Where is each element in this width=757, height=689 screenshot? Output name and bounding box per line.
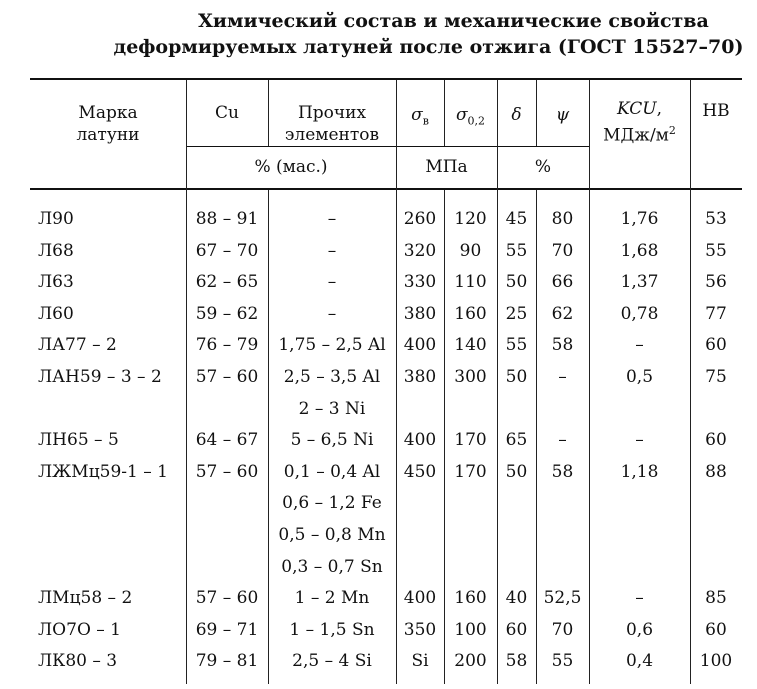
cell-grade: Л90: [38, 209, 74, 229]
cell-hb: 77: [705, 303, 727, 324]
title-line-1: Химический состав и механические свойства: [198, 10, 709, 32]
cell-sigma-02: 170: [454, 430, 487, 451]
cell-other: 1,75 – 2,5 Al: [278, 335, 386, 356]
cell-other: 1 – 1,5 Sn: [289, 619, 375, 640]
header-kcu: KCU, МДж/$м^2$: [603, 99, 676, 146]
cell-delta: 55: [505, 335, 528, 356]
cell-delta: 58: [505, 651, 528, 672]
cell-psi: 52,5: [543, 588, 582, 609]
cell-sigma-02: 100: [454, 619, 487, 640]
unit-mpa: МПа: [425, 157, 468, 177]
cell-delta: 55: [505, 240, 528, 261]
cell-kcu: 0,5: [625, 367, 654, 387]
top-rule: [30, 78, 742, 80]
cell-sigma-02: 160: [454, 588, 487, 609]
cell-other: 2,5 – 3,5 Al: [283, 367, 381, 387]
cell-grade: ЛН65 – 5: [38, 430, 119, 451]
cell-grade: ЛЖМц59-1 – 1: [38, 461, 168, 482]
cell-other: –: [327, 303, 337, 324]
cell-psi: 70: [551, 619, 574, 640]
cell-delta: 50: [505, 367, 528, 387]
cell-sigma-b: 380: [403, 303, 437, 324]
cell-kcu: 1,18: [620, 461, 659, 482]
cell-other: 0,5 – 0,8 Mn: [278, 525, 386, 545]
cell-sigma-b: 350: [403, 619, 437, 640]
cell-hb: 53: [705, 209, 727, 229]
cell-hb: 56: [705, 272, 727, 293]
title-line-2: деформируемых латуней после отжига (ГОСТ 15527–70): [113, 36, 744, 58]
cell-psi: 58: [551, 461, 574, 482]
cell-other: –: [327, 240, 337, 261]
cell-sigma-02: 120: [454, 209, 487, 229]
cell-cu: 57 – 60: [195, 461, 259, 482]
cell-kcu: 0,6: [625, 619, 654, 640]
cell-kcu: 1,76: [620, 209, 659, 229]
cell-sigma-02: 160: [454, 303, 487, 324]
cell-cu: 67 – 70: [195, 240, 259, 261]
cell-sigma-b: 320: [403, 240, 437, 261]
cell-cu: 57 – 60: [195, 588, 259, 609]
cell-hb: 75: [705, 367, 727, 387]
cell-sigma-02: 300: [454, 367, 487, 387]
cell-other: 2 – 3 Ni: [298, 398, 366, 419]
cell-other: 0,3 – 0,7 Sn: [281, 556, 383, 577]
cell-delta: 65: [505, 430, 528, 451]
cell-grade: Л60: [38, 303, 74, 324]
cell-sigma-b: 400: [403, 588, 437, 609]
cell-delta: 25: [505, 303, 528, 324]
cell-cu: 79 – 81: [195, 651, 259, 672]
cell-grade: Л63: [38, 272, 74, 293]
cell-sigma-b: 400: [403, 335, 437, 356]
cell-sigma-02: 140: [454, 335, 487, 356]
cell-kcu: –: [635, 588, 644, 609]
cell-sigma-b: 260: [403, 209, 437, 229]
cell-sigma-b: 400: [403, 430, 437, 451]
cell-delta: 50: [505, 461, 528, 482]
unit-percent: %: [534, 157, 552, 177]
cell-psi: –: [558, 430, 567, 451]
cell-cu: 64 – 67: [195, 430, 259, 451]
cell-sigma-02: 200: [454, 651, 487, 672]
cell-cu: 76 – 79: [195, 335, 259, 356]
cell-grade: ЛАН59 – 3 – 2: [38, 367, 162, 387]
table-title: [0, 8, 757, 60]
cell-psi: 70: [551, 240, 574, 261]
cell-psi: 80: [551, 209, 574, 229]
cell-hb: 60: [705, 430, 727, 451]
cell-other: 1 – 2 Mn: [294, 588, 370, 609]
cell-hb: 88: [705, 461, 727, 482]
cell-psi: 62: [551, 303, 574, 324]
cell-sigma-b: 330: [403, 272, 437, 293]
cell-kcu: 0,4: [625, 651, 654, 672]
cell-other: 2,5 – 4 Si: [292, 651, 372, 672]
cell-sigma-b: 450: [403, 461, 437, 482]
cell-grade: ЛМц58 – 2: [38, 588, 133, 609]
cell-other: 0,1 – 0,4 Al: [283, 461, 381, 482]
cell-psi: 58: [551, 335, 574, 356]
header-sigma-02: $\sigma_{0,2}$: [455, 105, 486, 128]
header-cu: Cu: [215, 103, 239, 123]
cell-other: 0,6 – 1,2 Fe: [282, 493, 382, 514]
cell-kcu: –: [635, 335, 644, 356]
cell-cu: 88 – 91: [195, 209, 259, 229]
cell-other: 5 – 6,5 Ni: [290, 430, 374, 451]
unit-rule: [186, 146, 590, 147]
header-bottom-rule: [30, 188, 742, 190]
cell-delta: 40: [505, 588, 528, 609]
unit-percent-mass: % (мас.): [254, 157, 328, 177]
cell-grade: Л68: [38, 240, 74, 261]
cell-sigma-02: 110: [454, 272, 487, 293]
cell-psi: 55: [551, 651, 574, 672]
cell-cu: 69 – 71: [195, 619, 259, 640]
header-other-elements: Прочих элементов: [284, 103, 380, 145]
cell-sigma-02: 170: [454, 461, 487, 482]
cell-psi: –: [558, 367, 567, 387]
cell-cu: 57 – 60: [195, 367, 259, 387]
cell-delta: 50: [505, 272, 528, 293]
header-delta: δ: [511, 105, 522, 125]
cell-other: –: [327, 272, 337, 293]
cell-kcu: 1,68: [620, 240, 659, 261]
cell-grade: ЛК80 – 3: [38, 651, 118, 672]
cell-delta: 60: [505, 619, 528, 640]
cell-hb: 55: [705, 240, 727, 261]
cell-kcu: 0,78: [620, 303, 659, 324]
cell-hb: 100: [699, 651, 733, 672]
cell-delta: 45: [505, 209, 528, 229]
cell-sigma-02: 90: [459, 240, 482, 261]
header-psi: ψ: [555, 105, 570, 125]
cell-other: –: [327, 209, 337, 229]
cell-kcu: 1,37: [620, 272, 659, 293]
cell-grade: ЛО7О – 1: [38, 619, 121, 640]
cell-sigma-b: 380: [403, 367, 437, 387]
cell-cu: 62 – 65: [195, 272, 259, 293]
cell-kcu: –: [635, 430, 644, 451]
cell-hb: 85: [705, 588, 727, 609]
cell-hb: 60: [705, 619, 727, 640]
cell-grade: ЛА77 – 2: [38, 335, 117, 356]
cell-cu: 59 – 62: [195, 303, 259, 324]
cell-hb: 60: [705, 335, 727, 356]
header-sigma-b: $\sigma_в$: [411, 105, 429, 128]
header-hb: HB: [702, 101, 730, 121]
header-grade: Марка латуни: [76, 103, 140, 145]
cell-psi: 66: [551, 272, 574, 293]
cell-sigma-b: Si: [411, 651, 429, 672]
